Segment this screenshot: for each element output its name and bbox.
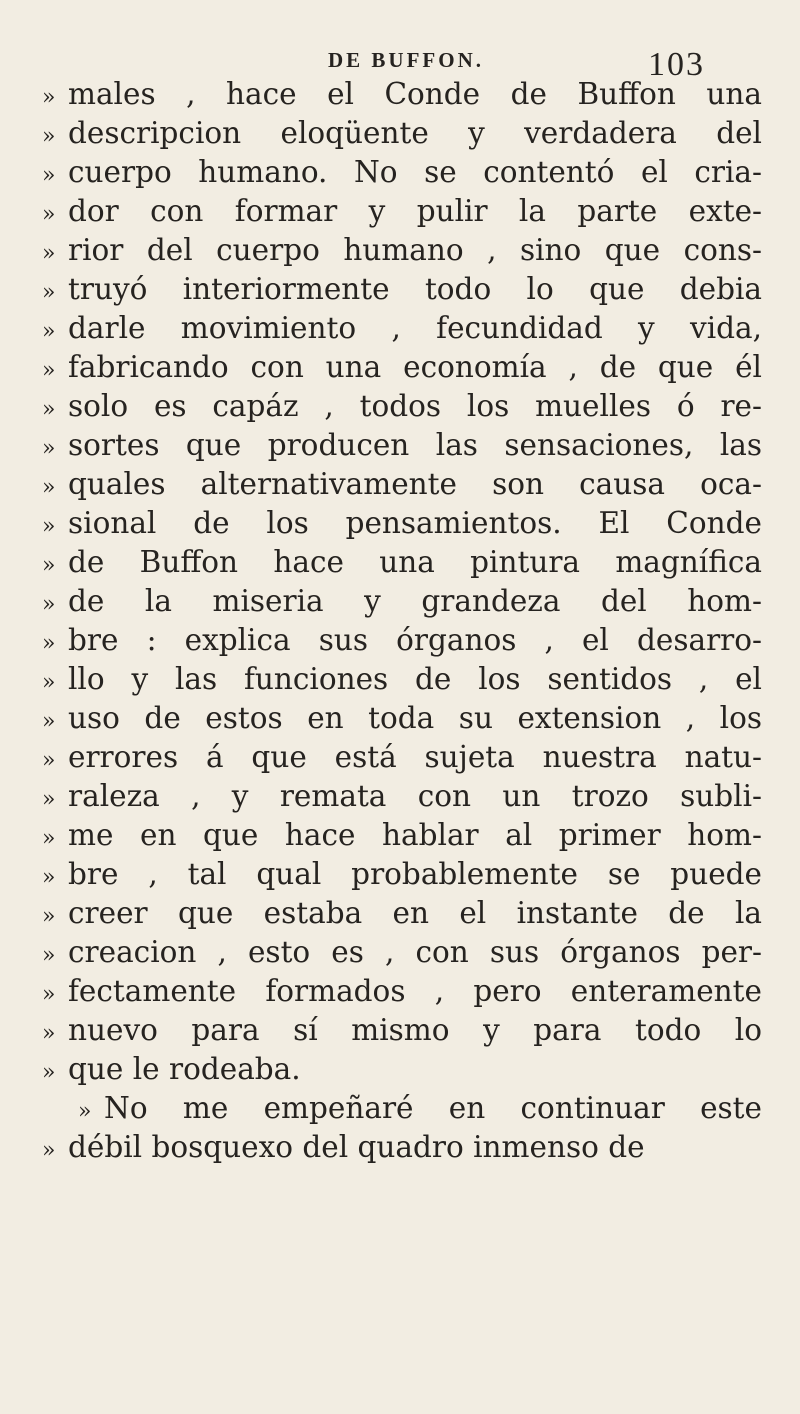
- page-number: 103: [648, 46, 705, 83]
- line-text: males , hace el Conde de Buffon una: [68, 77, 762, 111]
- text-line: [42, 270, 762, 309]
- text-line: [42, 582, 762, 621]
- quote-mark: »: [42, 553, 56, 578]
- line-text: llo y las funciones de los sentidos , el: [68, 662, 762, 696]
- line-text: me en que hace hablar al primer hom-: [68, 818, 762, 852]
- quote-mark: »: [42, 709, 56, 734]
- line-text: de la miseria y grandeza del hom-: [68, 584, 762, 618]
- quote-mark: »: [42, 85, 56, 110]
- text-line: [42, 699, 762, 738]
- quote-mark: »: [42, 124, 56, 149]
- quote-mark: »: [42, 280, 56, 305]
- quote-mark: »: [42, 358, 56, 383]
- text-line: [42, 1050, 762, 1089]
- text-line: [42, 816, 762, 855]
- line-text: uso de estos en toda su extension , los: [68, 701, 762, 735]
- line-text: nuevo para sí mismo y para todo lo: [68, 1013, 762, 1047]
- line-text: descripcion eloqüente y verdadera del: [68, 116, 762, 150]
- text-line: [42, 426, 762, 465]
- line-text: creacion , esto es , con sus órganos per-: [68, 935, 762, 969]
- line-text: fabricando con una economía , de que él: [68, 350, 762, 384]
- quote-mark: »: [42, 670, 56, 695]
- line-text: sional de los pensamientos. El Conde: [68, 506, 762, 540]
- line-text: bre , tal qual probablemente se puede: [68, 857, 762, 891]
- line-text: rior del cuerpo humano , sino que cons-: [68, 233, 762, 267]
- quote-mark: »: [42, 943, 56, 968]
- running-head: [0, 26, 800, 83]
- text-line: [42, 153, 762, 192]
- text-line: [42, 192, 762, 231]
- line-text: errores á que está sujeta nuestra natu-: [68, 740, 762, 774]
- line-text: bre : explica sus órganos , el desarro-: [68, 623, 762, 657]
- text-line: [42, 1011, 762, 1050]
- line-text: que le rodeaba.: [68, 1052, 301, 1086]
- line-text: sortes que producen las sensaciones, las: [68, 428, 762, 462]
- line-text: solo es capáz , todos los muelles ó re-: [68, 389, 762, 423]
- running-title: DE BUFFON.: [328, 48, 484, 72]
- quote-mark: »: [42, 475, 56, 500]
- text-line: [42, 621, 762, 660]
- body-text: [42, 75, 762, 1167]
- quote-mark: »: [42, 436, 56, 461]
- quote-mark: »: [42, 1021, 56, 1046]
- quote-mark: »: [42, 865, 56, 890]
- quote-mark: »: [42, 826, 56, 851]
- quote-mark: »: [42, 1138, 56, 1163]
- quote-mark: »: [42, 592, 56, 617]
- quote-mark: »: [42, 202, 56, 227]
- quote-mark: »: [42, 319, 56, 344]
- line-text: No me empeñaré en continuar este: [104, 1091, 762, 1125]
- quote-mark: »: [78, 1099, 92, 1124]
- text-line: [42, 1089, 762, 1128]
- text-line: [42, 387, 762, 426]
- text-line: [42, 504, 762, 543]
- quote-mark: »: [42, 904, 56, 929]
- line-text: dor con formar y pulir la parte exte-: [68, 194, 762, 228]
- quote-mark: »: [42, 514, 56, 539]
- line-text: truyó interiormente todo lo que debia: [68, 272, 762, 306]
- text-line: [42, 309, 762, 348]
- text-line: [42, 660, 762, 699]
- text-line: [42, 348, 762, 387]
- quote-mark: »: [42, 1060, 56, 1085]
- quote-mark: »: [42, 748, 56, 773]
- text-line: [42, 75, 762, 114]
- quote-mark: »: [42, 631, 56, 656]
- text-line: [42, 777, 762, 816]
- line-text: cuerpo humano. No se contentó el cria-: [68, 155, 762, 189]
- text-line: [42, 543, 762, 582]
- line-text: darle movimiento , fecundidad y vida,: [68, 311, 762, 345]
- text-line: [42, 855, 762, 894]
- line-text: raleza , y remata con un trozo subli-: [68, 779, 762, 813]
- line-text: débil bosquexo del quadro inmenso de: [68, 1130, 645, 1164]
- text-line: [42, 465, 762, 504]
- quote-mark: »: [42, 163, 56, 188]
- quote-mark: »: [42, 982, 56, 1007]
- line-text: creer que estaba en el instante de la: [68, 896, 762, 930]
- line-text: quales alternativamente son causa oca-: [68, 467, 762, 501]
- text-line: [42, 738, 762, 777]
- quote-mark: »: [42, 787, 56, 812]
- quote-mark: »: [42, 397, 56, 422]
- quote-mark: »: [42, 241, 56, 266]
- line-text: fectamente formados , pero enteramente: [68, 974, 762, 1008]
- text-line: [42, 231, 762, 270]
- text-line: [42, 114, 762, 153]
- line-text: de Buffon hace una pintura magnífica: [68, 545, 762, 579]
- text-line: [42, 894, 762, 933]
- text-line: [42, 933, 762, 972]
- text-line: [42, 972, 762, 1011]
- text-line: [42, 1128, 762, 1167]
